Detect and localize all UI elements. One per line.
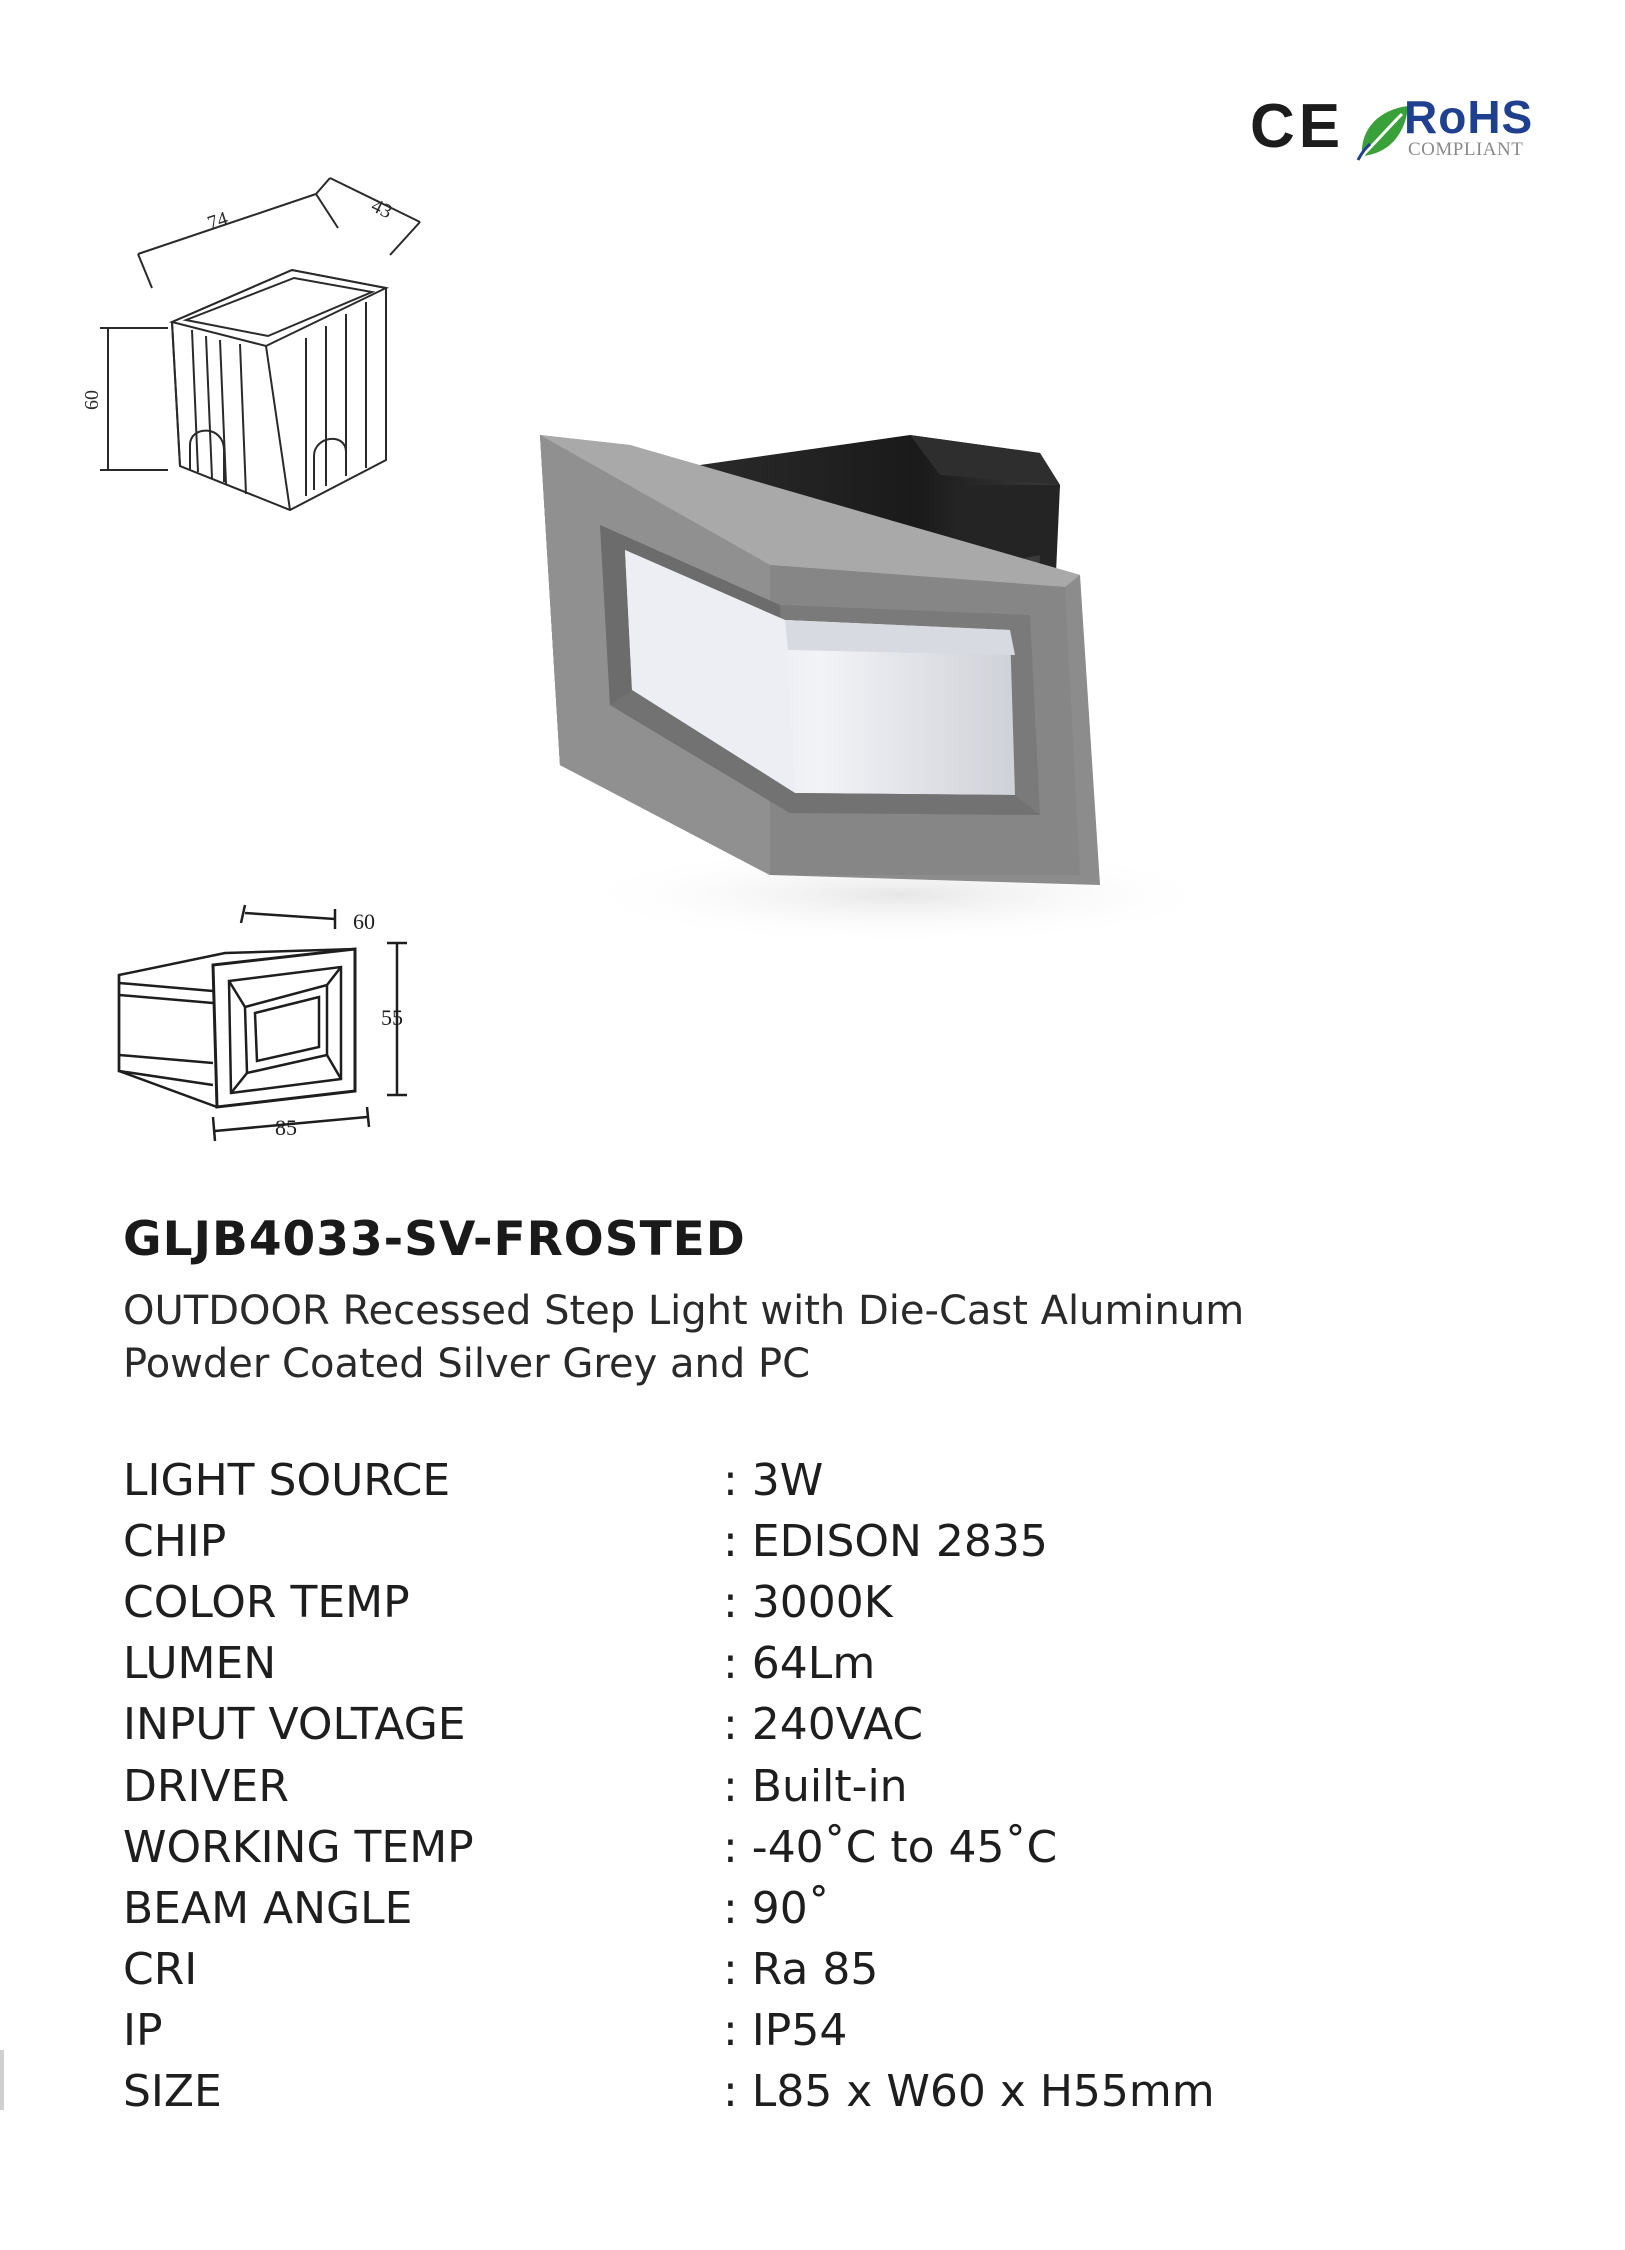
spec-row-driver [123, 1756, 1503, 1817]
description-line: OUTDOOR Recessed Step Light with Die-Cast Aluminum [123, 1288, 1245, 1334]
product-photo [520, 405, 1240, 955]
spec-row-chip [123, 1511, 1503, 1572]
ce-mark: CE [1250, 92, 1345, 161]
product-description [123, 1285, 1423, 1391]
housing-depth-label: 43 [367, 194, 396, 224]
spec-value: : -40˚C to 45˚C [723, 1821, 1058, 1873]
fixture-depth-label: 60 [353, 909, 375, 934]
spec-value: : 64Lm [723, 1638, 876, 1690]
spec-row-cri [123, 1940, 1503, 2001]
housing-width-label: 74 [204, 207, 231, 235]
spec-value: : IP54 [723, 2005, 848, 2057]
spec-value: : L85 x W60 x H55mm [723, 2066, 1215, 2118]
spec-label: INPUT VOLTAGE [123, 1699, 466, 1751]
spec-row-ip [123, 2001, 1503, 2062]
spec-label: SIZE [123, 2066, 222, 2118]
housing-dimension-drawing [81, 160, 450, 530]
rohs-compliant-text: COMPLIANT [1408, 139, 1524, 160]
spec-label: WORKING TEMP [123, 1821, 474, 1873]
spec-label: LUMEN [123, 1638, 277, 1690]
spec-label: BEAM ANGLE [123, 1882, 413, 1934]
product-title: GLJB4033-SV-FROSTED [123, 1212, 746, 1267]
spec-label: DRIVER [123, 1760, 289, 1812]
spec-label: CRI [123, 1944, 198, 1996]
spec-row-input-voltage [123, 1695, 1503, 1756]
spec-label: IP [123, 2005, 163, 2057]
spec-label: LIGHT SOURCE [123, 1454, 451, 1506]
spec-value: : 3000K [723, 1576, 893, 1628]
certification-marks [1240, 92, 1550, 172]
spec-label: CHIP [123, 1515, 227, 1567]
spec-row-beam-angle [123, 1878, 1503, 1939]
spec-value: : 90˚ [723, 1882, 830, 1934]
spec-table [123, 1450, 1503, 2123]
spec-value: : EDISON 2835 [723, 1515, 1048, 1567]
spec-value: : Built-in [723, 1760, 908, 1812]
fixture-length-label: 85 [275, 1115, 297, 1140]
fixture-outline [119, 949, 355, 1107]
fixture-dimension-drawing [105, 895, 435, 1155]
housing-box [172, 270, 386, 510]
spec-row-lumen [123, 1634, 1503, 1695]
spec-row-color-temp [123, 1572, 1503, 1633]
page-edge-mark [0, 2050, 4, 2110]
description-line: Powder Coated Silver Grey and PC [123, 1341, 810, 1387]
spec-row-light-source [123, 1450, 1503, 1511]
spec-value: : 3W [723, 1454, 824, 1506]
rohs-text: RoHS [1404, 91, 1534, 143]
housing-height-label: 60 [81, 390, 103, 410]
spec-row-size [123, 2062, 1503, 2123]
spec-value: : 240VAC [723, 1699, 924, 1751]
spec-value: : Ra 85 [723, 1944, 879, 1996]
fixture-height-label: 55 [381, 1005, 403, 1030]
spec-label: COLOR TEMP [123, 1576, 410, 1628]
rohs-logo [1352, 92, 1552, 172]
spec-row-working-temp [123, 1817, 1503, 1878]
